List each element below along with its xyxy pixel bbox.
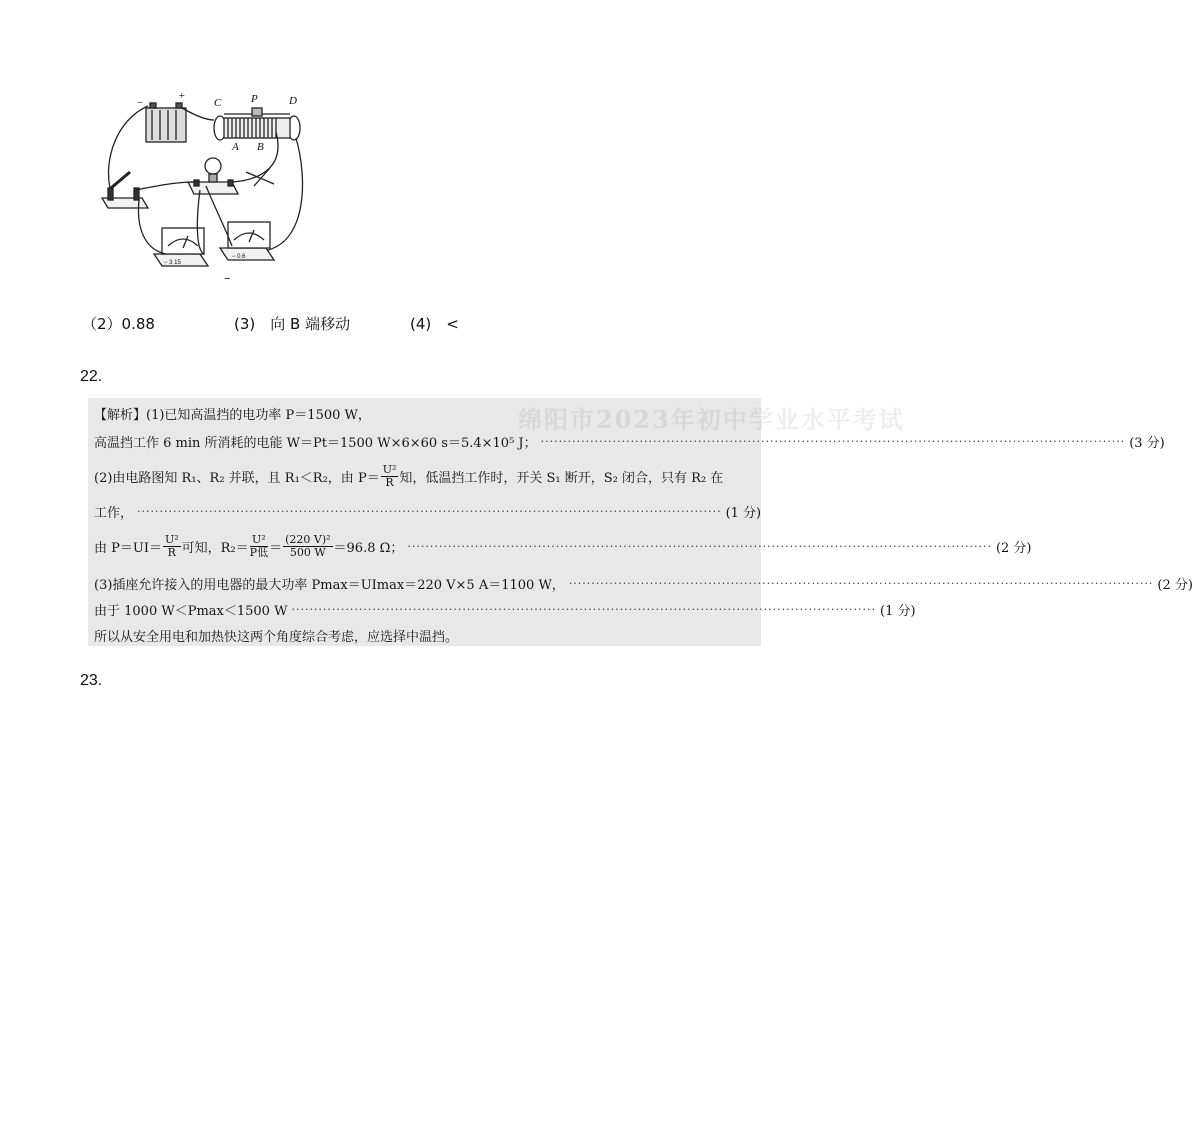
label-b: B xyxy=(257,141,264,153)
voltmeter-scale-label: − 3 15 xyxy=(164,260,181,266)
watermark: 绵阳市2023年初中学业水平考试 xyxy=(518,405,905,434)
solution-line-8: 所以从安全用电和加热快这两个角度综合考虑，应选择中温挡。 xyxy=(94,630,459,645)
solution-block xyxy=(88,398,1193,646)
solution-line-6: (3)插座允许接入的用电器的最大功率 Pmax＝UImax＝220 V×5 A＝1100 W， ····· (2 分) xyxy=(94,574,757,593)
battery-minus-label: − xyxy=(136,97,144,109)
ammeter-scale-label: − 0.6 xyxy=(232,254,246,260)
fraction: $\frac{\text{U²}}{R}$ xyxy=(382,463,397,489)
question-22-number: 22. xyxy=(80,368,103,385)
solution-line-4: 工作， ····· (1 分) xyxy=(94,502,757,521)
circuit-diagram xyxy=(96,90,308,286)
solution-line-3: (2)由电路图知 R₁、R₂ 并联，且 R₁＜R₂，由 P＝ $\frac{\text{U²}}{R}$ 知，低温挡工作时，开关 S₁ 断开，S₂ 闭合，只有 R₂ 在 xyxy=(94,463,724,489)
solution-line-7: 由于 1000 W＜Pmax＜1500 W ····· (1 分) xyxy=(94,600,757,619)
rheostat-icon xyxy=(214,108,300,140)
fraction: $\frac{\text{U²}}{R}$ xyxy=(164,533,179,559)
answer-2: （2）0.88 xyxy=(82,315,155,333)
label-d: D xyxy=(289,95,297,107)
score-label: (1 分) xyxy=(725,506,762,521)
answer-4: (4) < xyxy=(410,315,459,333)
score-label: (1 分) xyxy=(880,604,916,619)
solution-line-2: 高温挡工作 6 min 所消耗的电能 W＝Pt＝1500 W×6×60 s＝5.4×10⁵ J； ····· (3 分) xyxy=(94,432,757,451)
score-label: (2 分) xyxy=(1157,578,1193,593)
bottom-minus-label: − xyxy=(224,273,231,285)
question-23-number: 23. xyxy=(80,672,103,689)
label-c: C xyxy=(214,97,222,109)
score-label: (3 分) xyxy=(1129,436,1165,451)
bulb-icon xyxy=(188,158,238,194)
answer-3: (3) 向 B 端移动 xyxy=(234,315,351,333)
label-a: A xyxy=(232,141,239,153)
ammeter-icon xyxy=(220,222,274,260)
fraction: $\frac{\text{(220 V)²}}{500 W}$ xyxy=(285,533,331,559)
battery-plus-label: + xyxy=(178,90,186,102)
solution-line-1: 【解析】(1)已知高温挡的电功率 P＝1500 W， xyxy=(94,408,371,423)
score-label: (2 分) xyxy=(995,541,1032,556)
fraction: $\frac{\text{U²}}{\text{P低}}$ xyxy=(249,533,269,559)
solution-line-5: 由 P＝UI＝ $\frac{\text{U²}}{R}$ 可知，R₂＝ $\frac{\text{U²}}{\text{P低}}$ ＝ $\frac{\text{(220 V)²}}{500 W}$ ＝96.8 Ω； ····· (2 分) xyxy=(94,534,757,559)
label-p: P xyxy=(251,93,258,105)
